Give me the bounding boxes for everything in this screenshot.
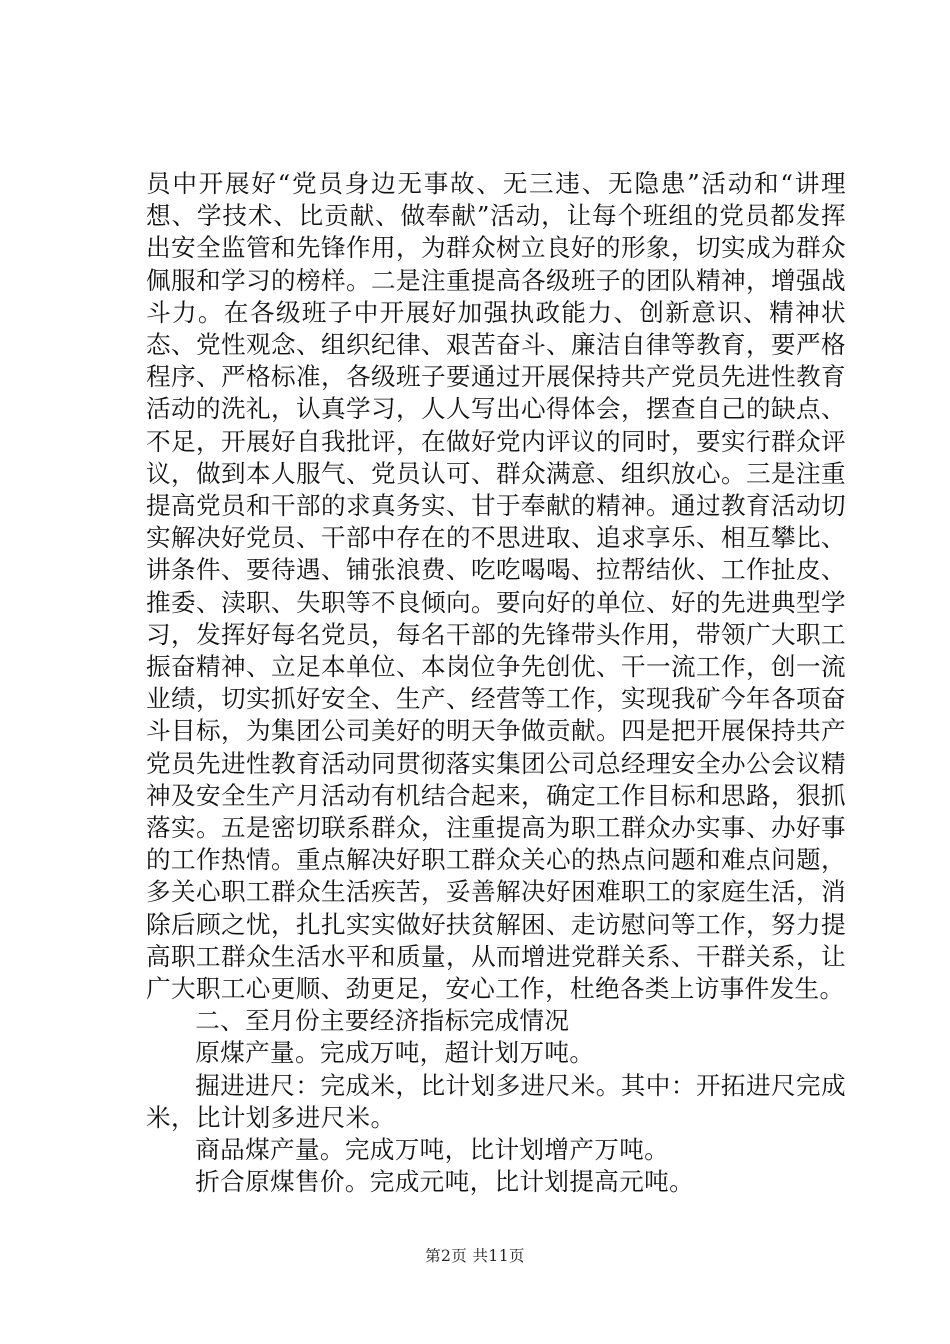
section-heading: 二、至月份主要经济指标完成情况: [195, 1006, 570, 1036]
indicator-coal-price: 折合原煤售价。完成元吨，比计划提高元吨。: [195, 1167, 695, 1197]
indicator-tunneling: 掘进进尺：完成米，比计划多进尺米。其中：开拓进尺完成米，比计划多进尺米。: [146, 1070, 846, 1132]
indicator-commercial-coal: 商品煤产量。完成万吨，比计划增产万吨。: [195, 1135, 670, 1165]
document-body: [146, 168, 846, 1199]
indicator-raw-coal: 原煤产量。完成万吨，超计划万吨。: [195, 1038, 595, 1068]
page-number-footer: 第2页 共11页: [425, 1247, 525, 1265]
body-paragraph-continued: 员中开展好“党员身边无事故、无三违、无隐患”活动和“讲理想、学技术、比贡献、做奉献”活动，让每个班组的党员都发挥出安全监管和先锋作用，为群众树立良好的形象，切实成为群众佩服和学习的榜样。二是注重提高各级班子的团队精神，增强战斗力。在各级班子中开展好加强执政能力、创新意识、精神状态、党性观念、组织纪律、艰苦奋斗、廉洁自律等教育，要严格程序、严格标准，各级班子要通过开展保持共产党员先进性教育活动的洗礼，认真学习，人人写出心得体会，摆查自己的缺点、不足，开展好自我批评，在做好党内评议的同时，要实行群众评议，做到本人服气、党员认可、群众满意、组织放心。三是注重提高党员和干部的求真务实、甘于奉献的精神。通过教育活动切实解决好党员、干部中存在的不思进取、追求享乐、相互攀比、讲条件、要待遇、铺张浪费、吃吃喝喝、拉帮结伙、工作扯皮、推委、渎职、失职等不良倾向。要向好的单位、好的先进典型学习，发挥好每名党员，每名干部的先锋带头作用，带领广大职工振奋精神、立足本单位、本岗位争先创优、干一流工作，创一流业绩，切实抓好安全、生产、经营等工作，实现我矿今年各项奋斗目标，为集团公司美好的明天争做贡献。四是把开展保持共产党员先进性教育活动同贯彻落实集团公司总经理安全办公会议精神及安全生产月活动有机结合起来，确定工作目标和思路，狠抓落实。五是密切联系群众，注重提高为职工群众办实事、办好事的工作热情。重点解决好职工群众关心的热点问题和难点问题，多关心职工群众生活疾苦，妥善解决好困难职工的家庭生活，消除后顾之忧，扎扎实实做好扶贫解困、走访慰问等工作，努力提高职工群众生活水平和质量，从而增进党群关系、干群关系，让广大职工心更顺、劲更足，安心工作，杜绝各类上访事件发生。: [146, 169, 846, 1004]
